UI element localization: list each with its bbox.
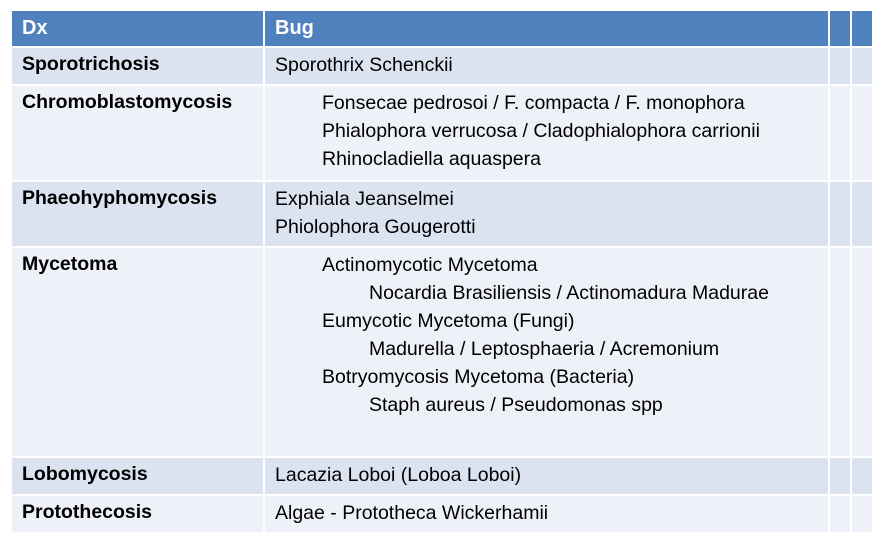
empty-cell [829,495,851,533]
dx-cell: Chromoblastomycosis [11,85,264,181]
empty-cell [851,457,873,495]
bug-cell [264,181,829,247]
bug-line: Nocardia Brasiliensis / Actinomadura Madurae [369,282,769,304]
bug-line: Botryomycosis Mycetoma (Bacteria) [322,366,635,388]
bug-line: Actinomycotic Mycetoma [322,254,538,276]
dx-cell: Phaeohyphomycosis [11,181,264,247]
empty-cell [851,247,873,457]
table-row [11,85,873,181]
bug-cell [264,495,829,533]
bug-cell [264,247,829,457]
bug-line: Madurella / Leptosphaeria / Acremonium [369,338,720,360]
bug-cell [264,47,829,85]
bug-line: Eumycotic Mycetoma (Fungi) [322,310,575,332]
empty-cell [829,47,851,85]
table-row [11,47,873,85]
header-bug: Bug [264,10,829,47]
empty-cell [851,85,873,181]
table-row [11,495,873,533]
bug-line: Staph aureus / Pseudomonas spp [369,394,663,416]
empty-cell [829,247,851,457]
empty-cell [829,181,851,247]
empty-cell [851,47,873,85]
diagnosis-table [10,9,874,534]
empty-cell [851,181,873,247]
header-empty-1 [829,10,851,47]
bug-line: Rhinocladiella aquaspera [322,148,541,170]
empty-cell [829,85,851,181]
bug-line: Phiolophora Gougerotti [275,216,476,238]
header-row [11,10,873,47]
table-row [11,247,873,457]
dx-cell: Mycetoma [11,247,264,457]
dx-cell: Sporotrichosis [11,47,264,85]
table-row [11,457,873,495]
header-dx: Dx [11,10,264,47]
empty-cell [851,495,873,533]
dx-cell: Protothecosis [11,495,264,533]
table-row [11,181,873,247]
dx-cell: Lobomycosis [11,457,264,495]
bug-line: Exphiala Jeanselmei [275,188,454,210]
bug-line: Lacazia Loboi (Loboa Loboi) [275,464,522,486]
bug-cell [264,85,829,181]
bug-cell [264,457,829,495]
header-empty-2 [851,10,873,47]
empty-cell [829,457,851,495]
bug-line: Sporothrix Schenckii [275,54,453,76]
bug-line: Fonsecae pedrosoi / F. compacta / F. monophora [322,92,745,114]
bug-line: Algae - Prototheca Wickerhamii [275,502,549,524]
bug-line: Phialophora verrucosa / Cladophialophora carrionii [322,120,760,142]
